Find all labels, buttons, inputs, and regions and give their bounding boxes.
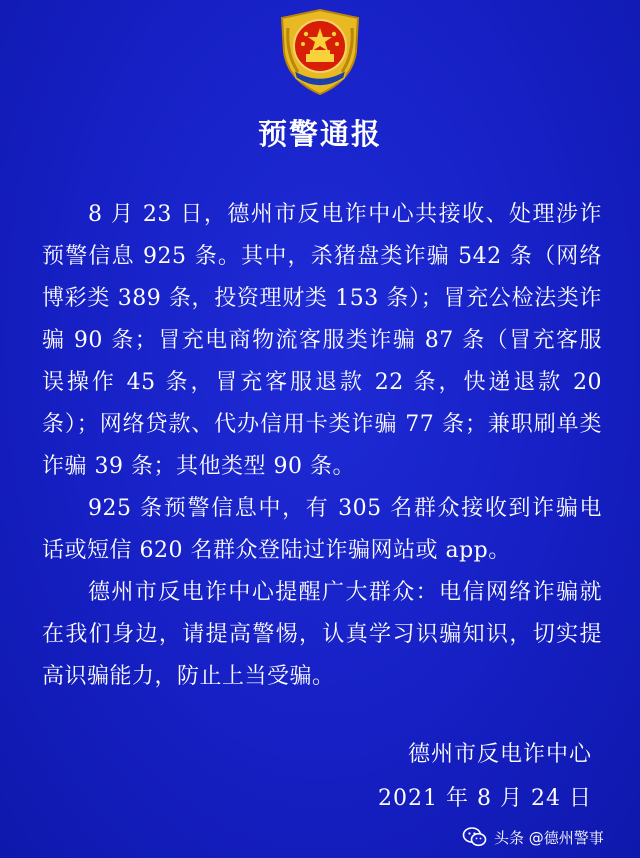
signature-date: 2021 年 8 月 24 日 xyxy=(378,786,592,811)
paragraph-reminder: 德州市反电诈中心提醒广大群众：电信网络诈骗就在我们身边，请提高警惕，认真学习识骗知识，切实提高识骗能力，防止上当受骗。 xyxy=(42,580,602,689)
paragraph-statistics: 8 月 23 日，德州市反电诈中心共接收、处理涉诈预警信息 925 条。其中，杀猪盘类诈骗 542 条（网络博彩类 389 条，投资理财类 153 条）；冒充公检法类诈骗 90 条；冒充电商物流客服类诈骗 87 条（冒充客服误操作 45 条，冒充客服退款 22 条，快递退款 20 条）；网络贷款、代办信用卡类诈骗 77 条；兼职刷单类诈骗 39 条；其他类型 90 条。 xyxy=(42,202,602,479)
police-emblem-icon xyxy=(272,6,368,98)
wechat-icon xyxy=(462,824,488,850)
notice-title: 预警通报 xyxy=(257,117,382,151)
notice-body xyxy=(42,194,602,698)
signature-org: 德州市反电诈中心 xyxy=(407,742,592,767)
watermark-text: 头条 @德州警事 xyxy=(494,828,604,847)
paragraph-victims: 925 条预警信息中，有 305 名群众接收到诈骗电话或短信 620 名群众登陆过诈骗网站或 app。 xyxy=(42,496,602,563)
watermark xyxy=(462,822,640,852)
